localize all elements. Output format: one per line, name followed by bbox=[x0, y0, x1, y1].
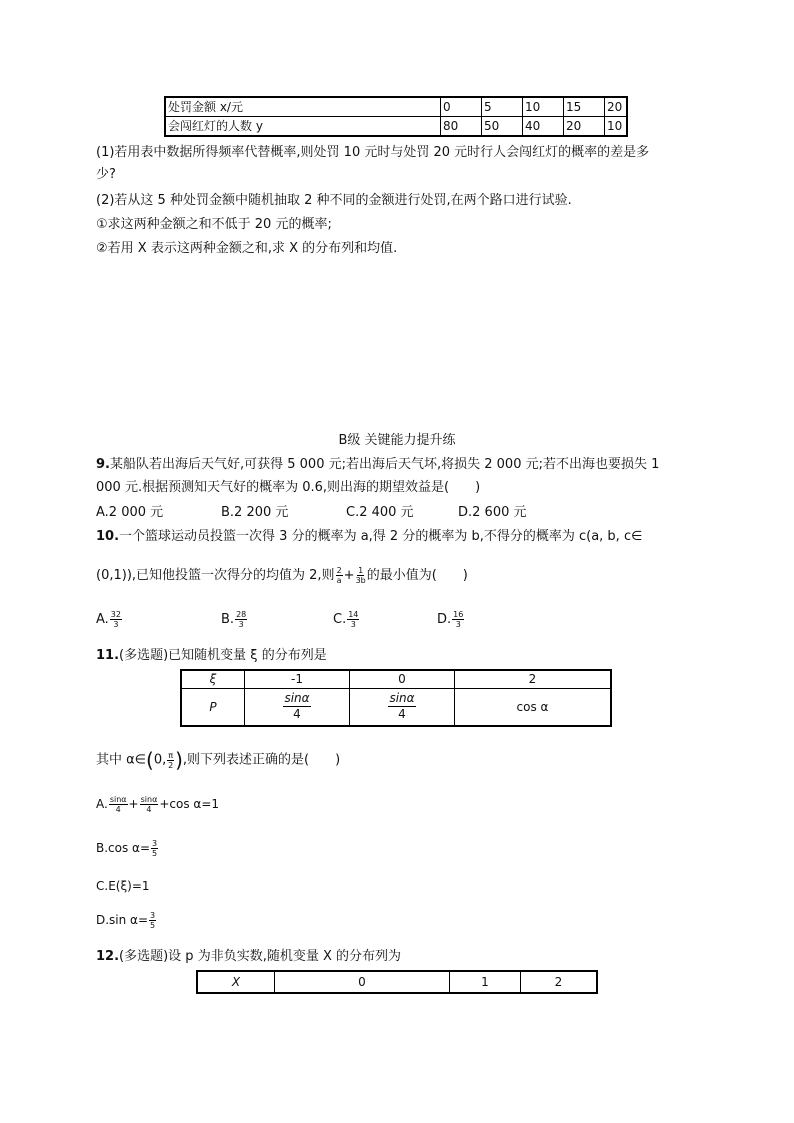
numerator: 16 bbox=[453, 610, 464, 619]
option-tail: +cos α=1 bbox=[159, 797, 220, 811]
numerator: 2 bbox=[336, 566, 342, 575]
numerator: 14 bbox=[348, 610, 359, 619]
fraction bbox=[235, 610, 247, 629]
table-cell bbox=[245, 688, 350, 726]
q9-options bbox=[96, 503, 527, 523]
q10-options bbox=[96, 608, 465, 632]
option-label: A. bbox=[96, 797, 108, 811]
option-c: C.2 400 元 bbox=[346, 505, 414, 520]
denominator: 5 bbox=[152, 849, 158, 858]
denominator: 4 bbox=[115, 805, 121, 814]
q10-stem-2: (0,1)),已知他投篮一次得分的均值为 2,则 bbox=[96, 568, 335, 583]
condition-text: ,则下列表述正确的是( ) bbox=[182, 752, 341, 768]
q8-part2: (2)若从这 5 种处罚金额中随机抽取 2 种不同的金额进行处罚,在两个路口进行试验. bbox=[96, 193, 572, 208]
option-a bbox=[96, 608, 221, 632]
q10-line2 bbox=[96, 564, 468, 588]
table-cell: 20 bbox=[605, 97, 628, 117]
plus-sign: + bbox=[128, 797, 139, 811]
denominator: 3b bbox=[355, 576, 366, 585]
question-number: 10. bbox=[96, 529, 120, 544]
interval-start: 0, bbox=[153, 752, 167, 768]
table-row bbox=[165, 97, 627, 117]
option-d: D.2 600 元 bbox=[458, 505, 527, 520]
fraction bbox=[167, 751, 174, 770]
q11-condition bbox=[96, 746, 340, 775]
q8-part2-sub1: ①求这两种金额之和不低于 20 元的概率; bbox=[96, 217, 332, 232]
q11-option-d bbox=[96, 908, 157, 932]
fraction bbox=[140, 795, 159, 814]
q10-line1 bbox=[96, 527, 642, 547]
table-row bbox=[181, 670, 611, 688]
numerator: 3 bbox=[150, 911, 156, 920]
table-cell: 0 bbox=[350, 670, 455, 688]
table-row bbox=[181, 688, 611, 726]
table-row bbox=[165, 117, 627, 137]
table-row bbox=[197, 971, 597, 993]
q11-option-a bbox=[96, 792, 219, 816]
table-cell: cos α bbox=[455, 688, 612, 726]
table-cell: X bbox=[197, 971, 275, 993]
table-cell: 2 bbox=[455, 670, 612, 688]
table-cell bbox=[350, 688, 455, 726]
fraction bbox=[283, 691, 310, 722]
numerator: sinα bbox=[284, 691, 310, 706]
plus-sign: + bbox=[343, 568, 355, 583]
condition-text: 其中 α∈ bbox=[96, 752, 147, 768]
q11-option-b bbox=[96, 836, 159, 860]
fraction bbox=[356, 566, 366, 585]
option-c bbox=[333, 608, 437, 632]
denominator: 2 bbox=[168, 760, 174, 770]
fraction bbox=[452, 610, 464, 629]
option-text: D.sin α= bbox=[96, 913, 149, 927]
question-number: 11. bbox=[96, 648, 120, 663]
option-text: B.cos α= bbox=[96, 841, 151, 855]
denominator: 4 bbox=[146, 805, 152, 814]
q8-part2-sub2: ②若用 X 表示这两种金额之和,求 X 的分布列和均值. bbox=[96, 241, 398, 256]
question-number: 12. bbox=[96, 949, 120, 964]
q12-stem-text: (多选题)设 p 为非负实数,随机变量 X 的分布列为 bbox=[119, 949, 401, 964]
table-cell: P bbox=[181, 688, 245, 726]
q11-stem bbox=[96, 646, 327, 666]
denominator: 5 bbox=[150, 921, 156, 930]
denominator: 4 bbox=[293, 707, 301, 722]
numerator: 32 bbox=[110, 610, 121, 619]
fraction bbox=[149, 911, 156, 930]
table-cell: 5 bbox=[482, 97, 523, 117]
option-d bbox=[437, 612, 465, 627]
table-cell: 处罚金额 x/元 bbox=[165, 97, 441, 117]
denominator: a bbox=[336, 576, 342, 585]
option-label: B. bbox=[221, 612, 235, 627]
numerator: sinα bbox=[389, 691, 415, 706]
option-label: A. bbox=[96, 612, 109, 627]
numerator: 28 bbox=[236, 610, 247, 619]
fraction bbox=[110, 610, 122, 629]
option-label: D. bbox=[437, 612, 452, 627]
denominator: 3 bbox=[238, 620, 244, 629]
table-cell: 40 bbox=[523, 117, 564, 137]
q10-stem-1: 一个篮球运动员投篮一次得 3 分的概率为 a,得 2 分的概率为 b,不得分的概率为 c(a, b, c∈ bbox=[119, 529, 643, 544]
fraction bbox=[388, 691, 415, 722]
q11-option-c: C.E(ξ)=1 bbox=[96, 879, 150, 893]
denominator: 3 bbox=[455, 620, 461, 629]
option-b bbox=[221, 608, 333, 632]
table-cell: 1 bbox=[450, 971, 521, 993]
fraction bbox=[347, 610, 359, 629]
q8-part1-line1: (1)若用表中数据所得频率代替概率,则处罚 10 元时与处罚 20 元时行人会闯红灯的概率的差是多 bbox=[96, 145, 650, 160]
denominator: 3 bbox=[113, 620, 119, 629]
fraction bbox=[109, 795, 128, 814]
section-title: B级 关键能力提升练 bbox=[338, 433, 456, 448]
numerator: π bbox=[168, 750, 174, 760]
penalty-table bbox=[164, 96, 628, 137]
paren-open: ( bbox=[146, 748, 154, 772]
fraction bbox=[336, 566, 343, 585]
question-number: 9. bbox=[96, 457, 110, 472]
table-cell: 15 bbox=[564, 97, 605, 117]
numerator: 1 bbox=[358, 566, 364, 575]
x-distribution-table bbox=[196, 970, 598, 994]
xi-distribution-table bbox=[180, 669, 612, 727]
numerator: 3 bbox=[152, 839, 158, 848]
table-cell: 50 bbox=[482, 117, 523, 137]
table-cell: 20 bbox=[564, 117, 605, 137]
table-cell: 0 bbox=[441, 97, 482, 117]
table-cell: ξ bbox=[181, 670, 245, 688]
table-cell: 10 bbox=[523, 97, 564, 117]
q9-line2: 000 元.根据预测知天气好的概率为 0.6,则出海的期望效益是( ) bbox=[96, 480, 481, 495]
q9-line1 bbox=[96, 455, 659, 475]
denominator: 3 bbox=[350, 620, 356, 629]
q10-stem-3: 的最小值为( ) bbox=[366, 568, 468, 583]
q9-stem-1: 某船队若出海后天气好,可获得 5 000 元;若出海后天气坏,将损失 2 000 元;若不出海也要损失 1 bbox=[109, 457, 660, 472]
table-cell: 会闯红灯的人数 y bbox=[165, 117, 441, 137]
table-cell: 0 bbox=[275, 971, 450, 993]
q8-part1-line2: 少? bbox=[96, 167, 116, 182]
table-cell: -1 bbox=[245, 670, 350, 688]
q12-stem bbox=[96, 947, 401, 967]
table-cell: 80 bbox=[441, 117, 482, 137]
numerator: sinα bbox=[109, 795, 127, 804]
denominator: 4 bbox=[398, 707, 406, 722]
table-cell: 10 bbox=[605, 117, 628, 137]
fraction bbox=[151, 839, 158, 858]
table-cell: 2 bbox=[521, 971, 598, 993]
numerator: sinα bbox=[140, 795, 158, 804]
q11-stem-text: (多选题)已知随机变量 ξ 的分布列是 bbox=[119, 648, 327, 663]
option-a: A.2 000 元 bbox=[96, 505, 164, 520]
option-label: C. bbox=[333, 612, 347, 627]
option-b: B.2 200 元 bbox=[221, 505, 289, 520]
paren-close: ) bbox=[175, 748, 183, 772]
